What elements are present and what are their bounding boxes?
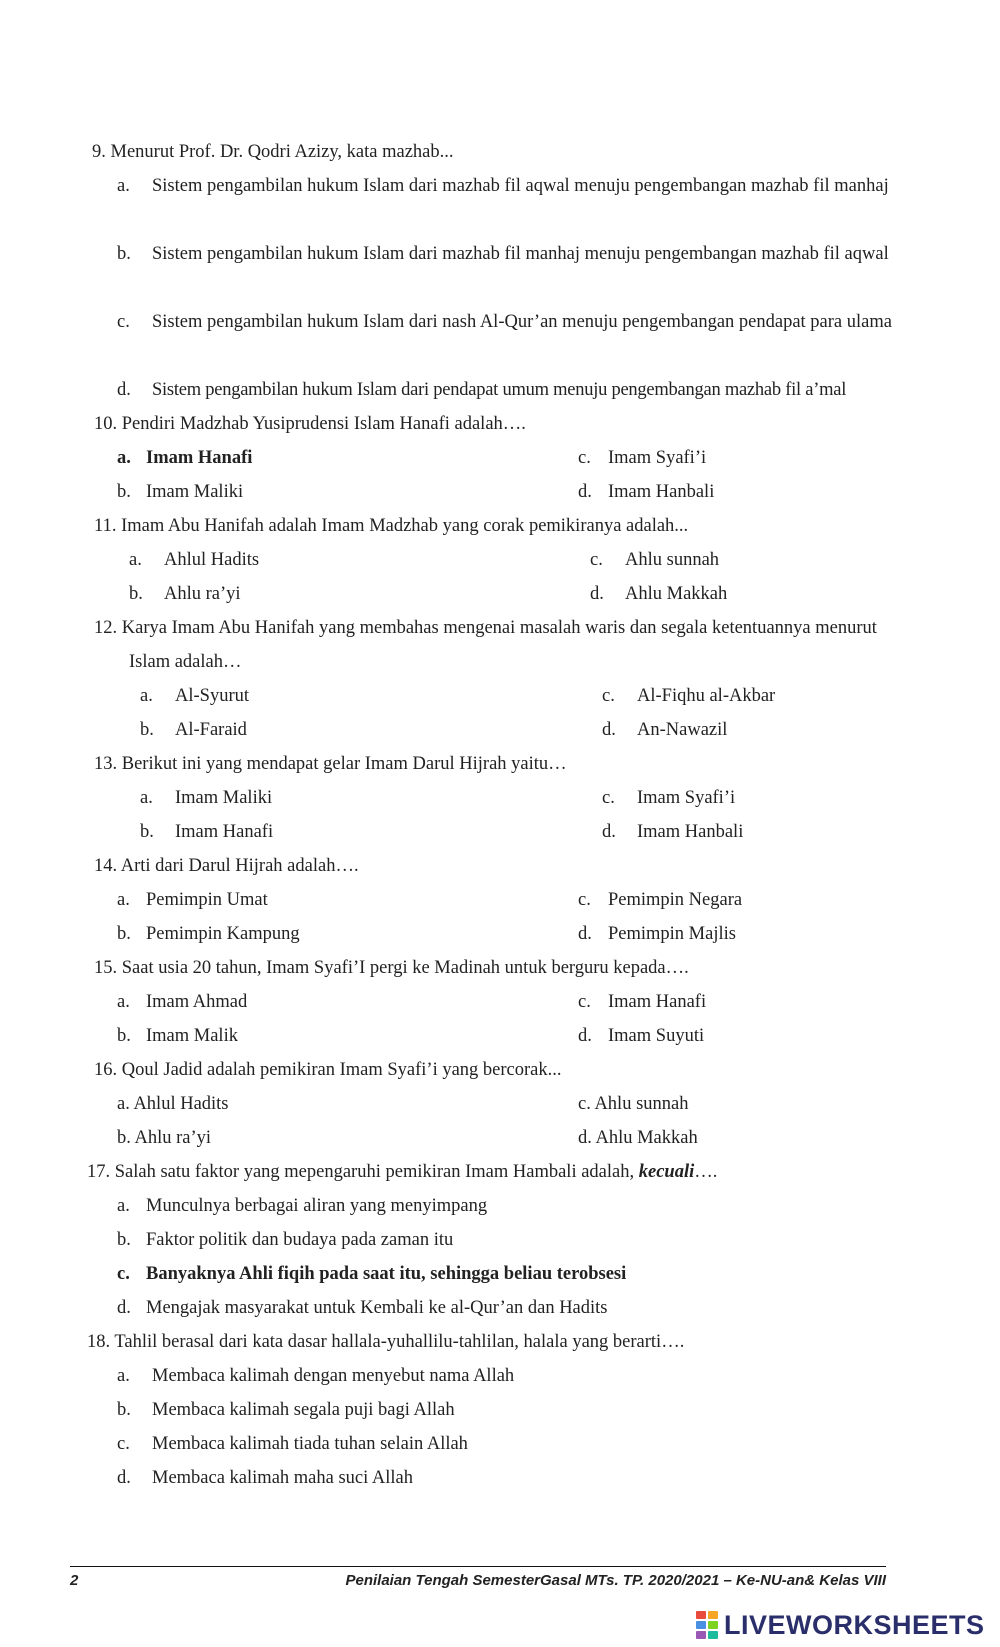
option-11c[interactable]: Ahlu sunnah (625, 550, 720, 570)
option-12d[interactable]: An-Nawazil (637, 720, 728, 740)
option-14c[interactable]: Pemimpin Negara (608, 890, 743, 910)
option-15c-letter: c. (578, 992, 591, 1012)
option-15a-letter: a. (117, 992, 130, 1012)
option-17b[interactable]: Faktor politik dan budaya pada zaman itu (146, 1230, 454, 1250)
page-number: 2 (70, 1572, 79, 1589)
option-13d[interactable]: Imam Hanbali (637, 822, 744, 842)
logo-block (708, 1621, 718, 1629)
question-17-text: 17. Salah satu faktor yang mepengaruhi pemikiran Imam Hambali adalah, (87, 1162, 639, 1182)
option-11d[interactable]: Ahlu Makkah (625, 584, 728, 604)
option-9b-letter: b. (117, 244, 131, 264)
option-14a-letter: a. (117, 890, 130, 910)
question-9: 9. Menurut Prof. Dr. Qodri Azizy, kata mazhab... (92, 142, 454, 162)
logo-block (696, 1631, 706, 1639)
option-11a-letter: a. (129, 550, 142, 570)
option-15d[interactable]: Imam Suyuti (608, 1026, 705, 1046)
question-17 (87, 1155, 717, 1189)
option-18a-letter: a. (117, 1366, 130, 1386)
question-15: 15. Saat usia 20 tahun, Imam Syafi’I pergi ke Madinah untuk berguru kepada…. (94, 958, 689, 978)
option-10b[interactable]: Imam Maliki (146, 482, 244, 502)
option-17c-letter: c. (117, 1264, 130, 1284)
option-12c-letter: c. (602, 686, 615, 706)
option-10d-letter: d. (578, 482, 592, 502)
option-18c-letter: c. (117, 1434, 130, 1454)
option-10b-letter: b. (117, 482, 131, 502)
option-9c-letter: c. (117, 312, 130, 332)
option-15b[interactable]: Imam Malik (146, 1026, 238, 1046)
option-12d-letter: d. (602, 720, 616, 740)
liveworksheets-logo-icon (696, 1611, 718, 1639)
question-12-line2: Islam adalah… (129, 652, 242, 672)
option-10c-letter: c. (578, 448, 591, 468)
option-12b[interactable]: Al-Faraid (175, 720, 247, 740)
option-17a-letter: a. (117, 1196, 130, 1216)
footer-divider (70, 1566, 886, 1567)
option-14b[interactable]: Pemimpin Kampung (146, 924, 300, 944)
question-10: 10. Pendiri Madzhab Yusiprudensi Islam Hanafi adalah…. (94, 414, 526, 434)
option-16a[interactable]: a. Ahlul Hadits (117, 1094, 229, 1114)
logo-block (708, 1611, 718, 1619)
option-13c[interactable]: Imam Syafi’i (637, 788, 736, 808)
option-12a[interactable]: Al-Syurut (175, 686, 249, 706)
option-13a-letter: a. (140, 788, 153, 808)
option-14c-letter: c. (578, 890, 591, 910)
logo-block (696, 1611, 706, 1619)
option-11a[interactable]: Ahlul Hadits (164, 550, 260, 570)
option-16c[interactable]: c. Ahlu sunnah (578, 1094, 689, 1114)
option-15b-letter: b. (117, 1026, 131, 1046)
option-11b[interactable]: Ahlu ra’yi (164, 584, 241, 604)
question-17-ellipsis: …. (694, 1162, 718, 1182)
option-10c[interactable]: Imam Syafi’i (608, 448, 707, 468)
question-12: 12. Karya Imam Abu Hanifah yang membahas mengenai masalah waris dan segala ketentuannya menurut (94, 618, 877, 638)
option-18c[interactable]: Membaca kalimah tiada tuhan selain Allah (152, 1434, 468, 1454)
option-14d-letter: d. (578, 924, 592, 944)
option-14d[interactable]: Pemimpin Majlis (608, 924, 736, 944)
question-11: 11. Imam Abu Hanifah adalah Imam Madzhab yang corak pemikiranya adalah... (94, 516, 689, 536)
option-17c[interactable]: Banyaknya Ahli fiqih pada saat itu, sehingga beliau terobsesi (146, 1264, 627, 1284)
option-13b[interactable]: Imam Hanafi (175, 822, 274, 842)
option-15a[interactable]: Imam Ahmad (146, 992, 248, 1012)
question-16: 16. Qoul Jadid adalah pemikiran Imam Syafi’i yang bercorak... (94, 1060, 562, 1080)
option-15d-letter: d. (578, 1026, 592, 1046)
option-12b-letter: b. (140, 720, 154, 740)
option-16d[interactable]: d. Ahlu Makkah (578, 1128, 698, 1148)
liveworksheets-brand[interactable] (696, 1608, 985, 1642)
option-11c-letter: c. (590, 550, 603, 570)
option-9c[interactable]: Sistem pengambilan hukum Islam dari nash Al-Qur’an menuju pengembangan pendapat para ulama (152, 312, 892, 332)
logo-block (708, 1631, 718, 1639)
option-9d-letter: d. (117, 380, 131, 400)
option-13d-letter: d. (602, 822, 616, 842)
option-18b-letter: b. (117, 1400, 131, 1420)
logo-block (696, 1621, 706, 1629)
option-18b[interactable]: Membaca kalimah segala puji bagi Allah (152, 1400, 455, 1420)
option-12c[interactable]: Al-Fiqhu al-Akbar (637, 686, 776, 706)
option-18d[interactable]: Membaca kalimah maha suci Allah (152, 1468, 413, 1488)
option-14b-letter: b. (117, 924, 131, 944)
option-17a[interactable]: Munculnya berbagai aliran yang menyimpang (146, 1196, 488, 1216)
option-12a-letter: a. (140, 686, 153, 706)
option-9b[interactable]: Sistem pengambilan hukum Islam dari mazhab fil manhaj menuju pengembangan mazhab fil aqwal (152, 244, 889, 264)
option-11b-letter: b. (129, 584, 143, 604)
option-15c[interactable]: Imam Hanafi (608, 992, 707, 1012)
option-9a[interactable]: Sistem pengambilan hukum Islam dari mazhab fil aqwal menuju pengembangan mazhab fil manhaj (152, 176, 889, 196)
option-17d-letter: d. (117, 1298, 131, 1318)
option-13c-letter: c. (602, 788, 615, 808)
question-14: 14. Arti dari Darul Hijrah adalah…. (94, 856, 359, 876)
option-18d-letter: d. (117, 1468, 131, 1488)
option-13a[interactable]: Imam Maliki (175, 788, 273, 808)
option-10a[interactable]: Imam Hanafi (146, 448, 253, 468)
brand-name: LIVEWORKSHEETS (724, 1609, 985, 1640)
option-18a[interactable]: Membaca kalimah dengan menyebut nama Allah (152, 1366, 515, 1386)
question-17-emphasis: kecuali (638, 1162, 695, 1182)
option-9a-letter: a. (117, 176, 130, 196)
question-13: 13. Berikut ini yang mendapat gelar Imam Darul Hijrah yaitu… (94, 754, 567, 774)
option-13b-letter: b. (140, 822, 154, 842)
footer-text: Penilaian Tengah SemesterGasal MTs. TP. 2020/2021 – Ke-NU-an& Kelas VIII (345, 1572, 886, 1589)
option-14a[interactable]: Pemimpin Umat (146, 890, 268, 910)
option-17d[interactable]: Mengajak masyarakat untuk Kembali ke al-Qur’an dan Hadits (146, 1298, 608, 1318)
option-10a-letter: a. (117, 448, 131, 468)
option-11d-letter: d. (590, 584, 604, 604)
option-17b-letter: b. (117, 1230, 131, 1250)
option-16b[interactable]: b. Ahlu ra’yi (117, 1128, 212, 1148)
option-9d[interactable]: Sistem pengambilan hukum Islam dari pendapat umum menuju pengembangan mazhab fil a’mal (152, 380, 847, 400)
option-10d[interactable]: Imam Hanbali (608, 482, 715, 502)
question-18: 18. Tahlil berasal dari kata dasar hallala-yuhallilu-tahlilan, halala yang berarti…. (87, 1332, 685, 1352)
